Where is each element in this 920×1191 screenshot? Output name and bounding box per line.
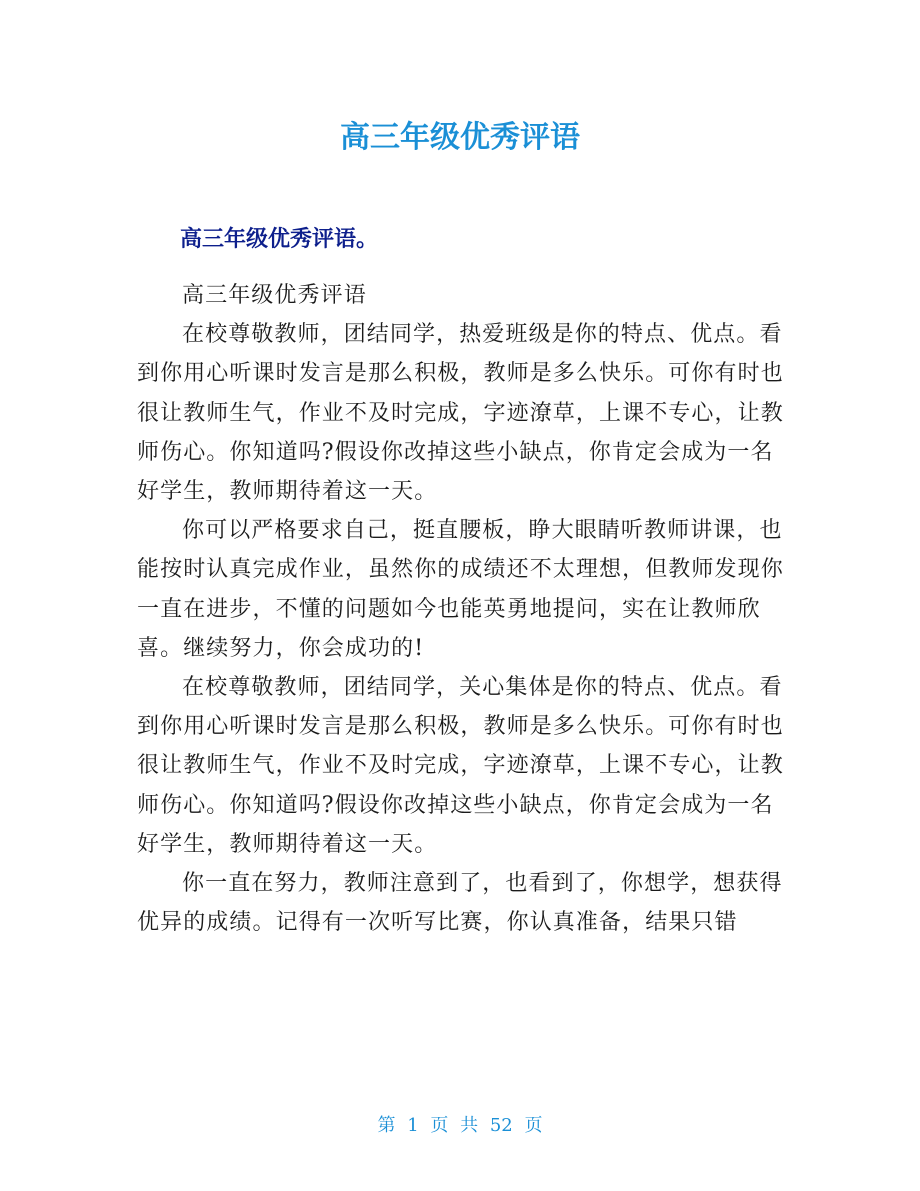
paragraph: 你一直在努力，教师注意到了，也看到了，你想学，想获得优异的成绩。记得有一次听写比赛，你认真准备，结果只错 [137, 871, 783, 936]
paragraph: 你可以严格要求自己，挺直腰板，睁大眼睛听教师讲课，也能按时认真完成作业，虽然你的成绩还不太理想，但教师发现你一直在进步，不懂的问题如今也能英勇地提问，实在让教师欣喜。继续努力，你会成功的! [137, 518, 784, 661]
document-body [137, 276, 787, 942]
paragraph: 在校尊敬教师，团结同学，关心集体是你的特点、优点。看到你用心听课时发言是那么积极，教师是多么快乐。可你有时也很让教师生气，作业不及时完成，字迹潦草，上课不专心，让教师伤心。你知道吗?假设你改掉这些小缺点，你肯定会成为一名好学生，教师期待着这一天。 [137, 675, 784, 857]
section-heading: 高三年级优秀评语。 [180, 227, 379, 252]
page-number-footer: 第 1 页 共 52 页 [377, 1115, 543, 1136]
document-title: 高三年级优秀评语 [340, 120, 580, 155]
paragraph-subtitle: 高三年级优秀评语 [182, 283, 367, 308]
paragraph: 在校尊敬教师，团结同学，热爱班级是你的特点、优点。看到你用心听课时发言是那么积极，教师是多么快乐。可你有时也很让教师生气，作业不及时完成，字迹潦草，上课不专心，让教师伤心。你知道吗?假设你改掉这些小缺点，你肯定会成为一名好学生，教师期待着这一天。 [137, 322, 784, 505]
